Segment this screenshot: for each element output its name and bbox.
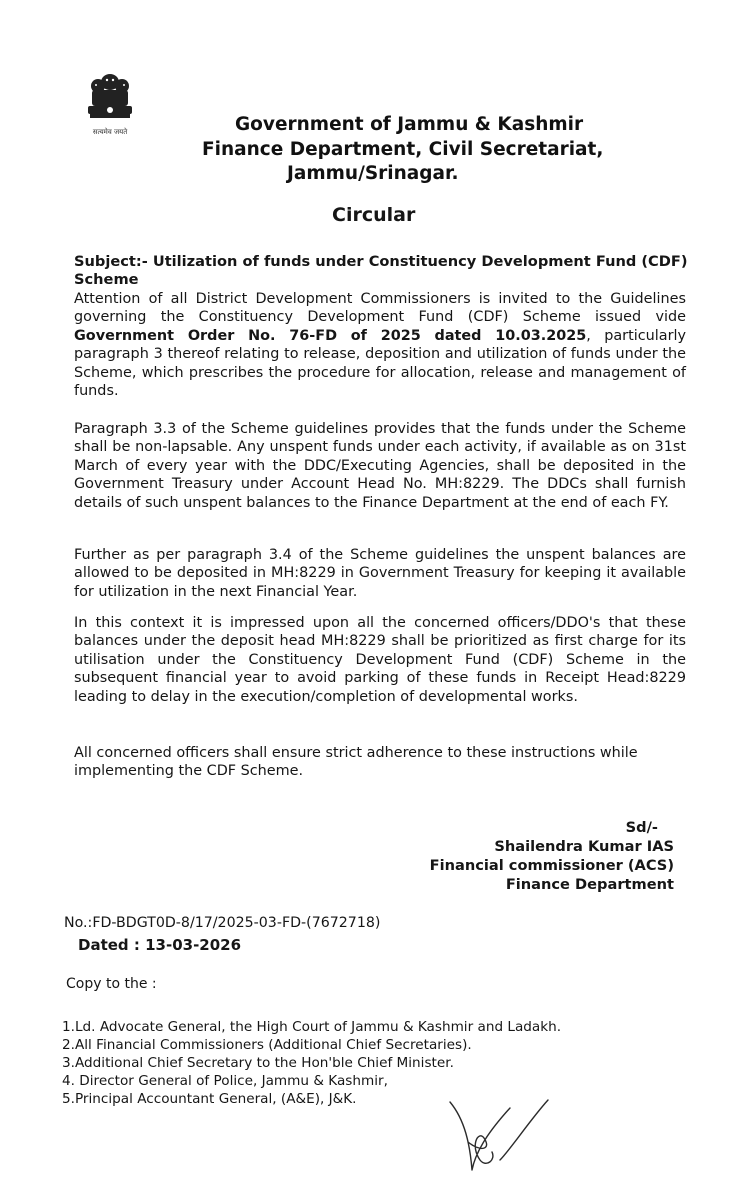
list-item: 3.Additional Chief Secretary to the Hon'ble Chief Minister.: [62, 1055, 454, 1071]
document-type-title: Circular: [332, 204, 416, 226]
list-item: 5.Principal Accountant General, (A&E), J&K.: [62, 1091, 357, 1107]
list-item: 1.Ld. Advocate General, the High Court of Jammu & Kashmir and Ladakh.: [62, 1019, 562, 1035]
header-location: Jammu/Srinagar.: [287, 163, 459, 184]
paragraph-4: In this context it is impressed upon all the concerned officers/DDO's that these balances under the deposit head MH:8229 shall be prioritized as first charge for its utilisation under the Constituency Development Fund (CDF) Scheme in the subsequent financial year to avoid parking of these funds in Receipt Head:8229 leading to delay in the execution/completion of developmental works.: [74, 615, 686, 705]
paragraph-5: All concerned officers shall ensure strict adherence to these instructions while implementing the CDF Scheme.: [74, 745, 638, 780]
list-item: 2.All Financial Commissioners (Additional Chief Secretaries).: [62, 1037, 472, 1053]
reference-date: Dated : 13-03-2026: [78, 936, 242, 954]
list-item: 4. Director General of Police, Jammu & Kashmir,: [62, 1073, 388, 1089]
reference-number: No.:FD-BDGT0D-8/17/2025-03-FD-(7672718): [64, 915, 381, 931]
paragraph-2: Paragraph 3.3 of the Scheme guidelines provides that the funds under the Scheme shall be non-lapsable. Any unspent funds under each activity, if available as on 31st March of every year with the DDC/Executing Agencies, shall be deposited in the Government Treasury under Account Head No. MH:8229. The DDCs shall furnish details of such unspent balances to the Finance Department at the end of each FY.: [74, 421, 686, 511]
signed-mark: Sd/-: [625, 819, 658, 836]
paragraph-1-lead: Attention of all District Development Commissioners is invited to the Guidelines governing the Constituency Development Fund (CDF) Scheme issued vide: [74, 291, 686, 326]
government-order-reference: Government Order No. 76-FD of 2025 dated 10.03.2025: [74, 327, 587, 344]
header-government: Government of Jammu & Kashmir: [235, 114, 584, 135]
subject-line: Subject:- Utilization of funds under Constituency Development Fund (CDF) Scheme: [74, 253, 688, 288]
signatory-name: Shailendra Kumar IAS: [494, 838, 674, 855]
emblem-motto: सत्यमेव जयते: [92, 128, 128, 136]
paragraph-3: Further as per paragraph 3.4 of the Scheme guidelines the unspent balances are allowed to be deposited in MH:8229 in Government Treasury for keeping it available for utilization in the next Financial Year.: [74, 547, 686, 600]
copy-to-heading: Copy to the :: [66, 976, 157, 992]
paragraph-1: [74, 290, 686, 400]
paragraph-1-tail: , particularly paragraph 3 thereof relating to release, deposition and utilization of funds under the Scheme, which prescribes the procedure for allocation, release and management of funds.: [74, 327, 686, 400]
handwritten-signature-icon: [440, 1090, 580, 1190]
header-department: Finance Department, Civil Secretariat,: [202, 139, 604, 160]
signatory-block: [430, 818, 674, 894]
signatory-designation: Financial commissioner (ACS): [429, 857, 674, 874]
signatory-department: Finance Department: [505, 876, 674, 893]
